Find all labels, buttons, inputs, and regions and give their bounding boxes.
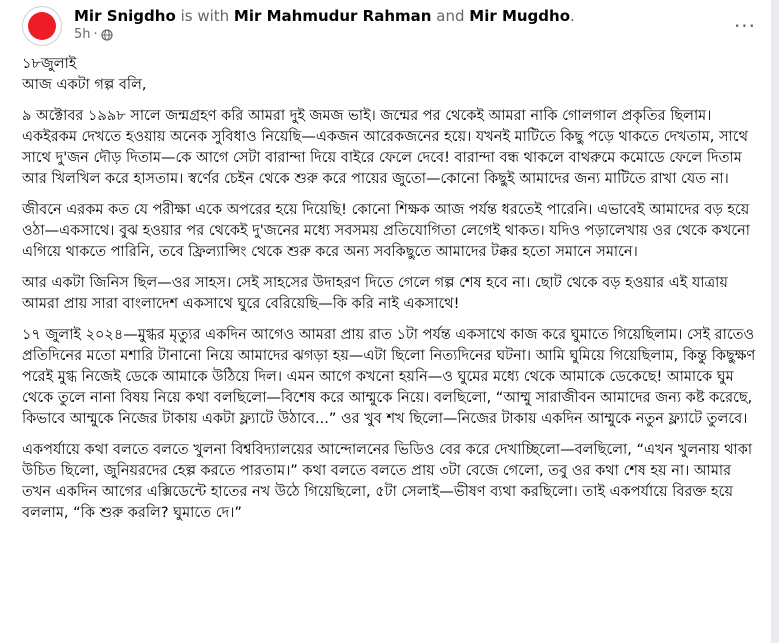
- avatar[interactable]: [22, 6, 62, 46]
- post-paragraph-2: জীবনে এরকম কত যে পরীক্ষা একে অপরের হয়ে দিয়েছি! কোনো শিক্ষক আজ পর্যন্ত ধরতেই পারেনি। এভাবেই আমাদের বড় হয়ে ওঠা—একসাথে। বুঝ হওয়ার পর থেকেই দু'জনের মধ্যে সবসময় প্রতিযোগিতা লেগেই থাকত। যদিও পড়ালেখায় ওর থেকে কখনো এগিয়ে থাকতে পারিনি, তবে ফ্রিল্যান্সিং থেকে শুরু করে অন্য সবকিছুতে আমাদের টক্কর হতো সমানে সমানে।: [22, 202, 751, 260]
- post-meta: [74, 27, 113, 43]
- post-paragraph-4: ১৭ জুলাই ২০২৪—মুগ্ধর মৃত্যুর একদিন আগেও আমরা প্রায় রাত ১টা পর্যন্ত একসাথে কাজ করে ঘুমাতে গিয়েছিলাম। সেই রাতেও প্রতিদিনের মতো মশারি টানানো নিয়ে আমাদের ঝগড়া হয়—এটা ছিলো নিত্যদিনের ঘটনা। আমি ঘুমিয়ে গিয়েছিলাম, কিন্তু কিছুক্ষণ পরেই মুগ্ধ নিজেই ডেকে আমাকে উঠিয়ে দিল। এমন আগে কখনো হয়নি—ও ঘুমের মধ্যে থেকে আমাকে ডেকেছে! আমাকে ঘুম থেকে তুলে নানা বিষয় নিয়ে কথা বলছিলো—বিশেষ করে আম্মুকে নিয়ে। বলছিলো, “আম্মু সারাজীবন আমাদের জন্য কষ্ট করেছে, কিভাবে আম্মুকে নিজের টাকায় একটা ফ্ল্যাটে উঠাবে...” ওর খুব শখ ছিলো—নিজের টাকায় একদিন আম্মুকে নতুন ফ্ল্যাটে তুলবে।: [22, 327, 756, 427]
- avatar-red-circle: [28, 12, 56, 40]
- globe-icon[interactable]: [101, 29, 113, 41]
- more-options-button[interactable]: ···: [733, 14, 757, 38]
- post-header: [22, 6, 767, 46]
- meta-separator: ·: [93, 27, 98, 42]
- tagged-person-1[interactable]: Mir Mahmudur Rahman: [233, 7, 432, 25]
- page-scrollbar[interactable]: [771, 0, 779, 643]
- with-text: is with: [180, 7, 230, 25]
- post-intro-line: আজ একটা গল্প বলি,: [22, 77, 147, 93]
- period-text: .: [570, 7, 575, 25]
- post-paragraph-5: একপর্যায়ে কথা বলতে বলতে খুলনা বিশ্ববিদ্যালয়ের আন্দোলনের ভিডিও বের করে দেখাচ্ছিলো—বলছিলো, “এখন খুলনায় থাকা উচিত ছিলো, জুনিয়রদের হেল্প করতে পারতাম।” কথা বলতে বলতে প্রায় ৩টা বেজে গেলো, তবু ওর কথা শেষ হয় না। আমার তখন একদিন আগের এক্সিডেন্টে হাতের নখ উঠে গিয়েছিলো, ৫টা সেলাই—ভীষণ ব্যথা করছিলো। তাই একপর্যায়ে বিরক্ত হয়ে বললাম, “কি শুরু করলি? ঘুমাতে দে।”: [22, 442, 753, 521]
- post-body: [22, 54, 760, 534]
- post-date-line: ১৮জুলাই: [22, 56, 77, 72]
- and-text: and: [436, 7, 465, 25]
- author-line: [74, 7, 575, 25]
- author-name[interactable]: Mir Snigdho: [74, 7, 176, 25]
- post-time[interactable]: 5h: [74, 27, 91, 42]
- post-paragraph-3: আর একটা জিনিস ছিল—ওর সাহস। সেই সাহসের উদাহরণ দিতে গেলে গল্প শেষ হবে না। ছোট থেকে বড় হওয়ার এই যাত্রায় আমরা প্রায় সারা বাংলাদেশ একসাথে ঘুরে বেরিয়েছি—কি করি নাই একসাথে!: [22, 275, 728, 312]
- post-paragraph-1: ৯ অক্টোবর ১৯৯৮ সালে জন্মগ্রহণ করি আমরা দুই জমজ ভাই। জন্মের পর থেকেই আমরা নাকি গোলগাল প্রকৃতির ছিলাম। একইরকম দেখতে হওয়ায় অনেক সুবিধাও নিয়েছি—একজন আরেকজনের হয়ে। যখনই মাটিতে কিছু পড়ে থাকতে দেখতাম, সাথে সাথে দু'জন দৌড় দিতাম—কে আগে সেটা বারান্দা দিয়ে বাইরে ফেলে দেবে! বারান্দা বন্ধ থাকলে বাথরুমে কমোডে ফেলে দিতাম আর খিলখিল করে হাসতাম। স্বর্ণের চেইন থেকে শুরু করে পায়ের জুতো—কোনো কিছুই আমাদের জন্য মাটিতে রাখা যেত না।: [22, 108, 748, 187]
- tagged-person-2[interactable]: Mir Mugdho: [469, 7, 571, 25]
